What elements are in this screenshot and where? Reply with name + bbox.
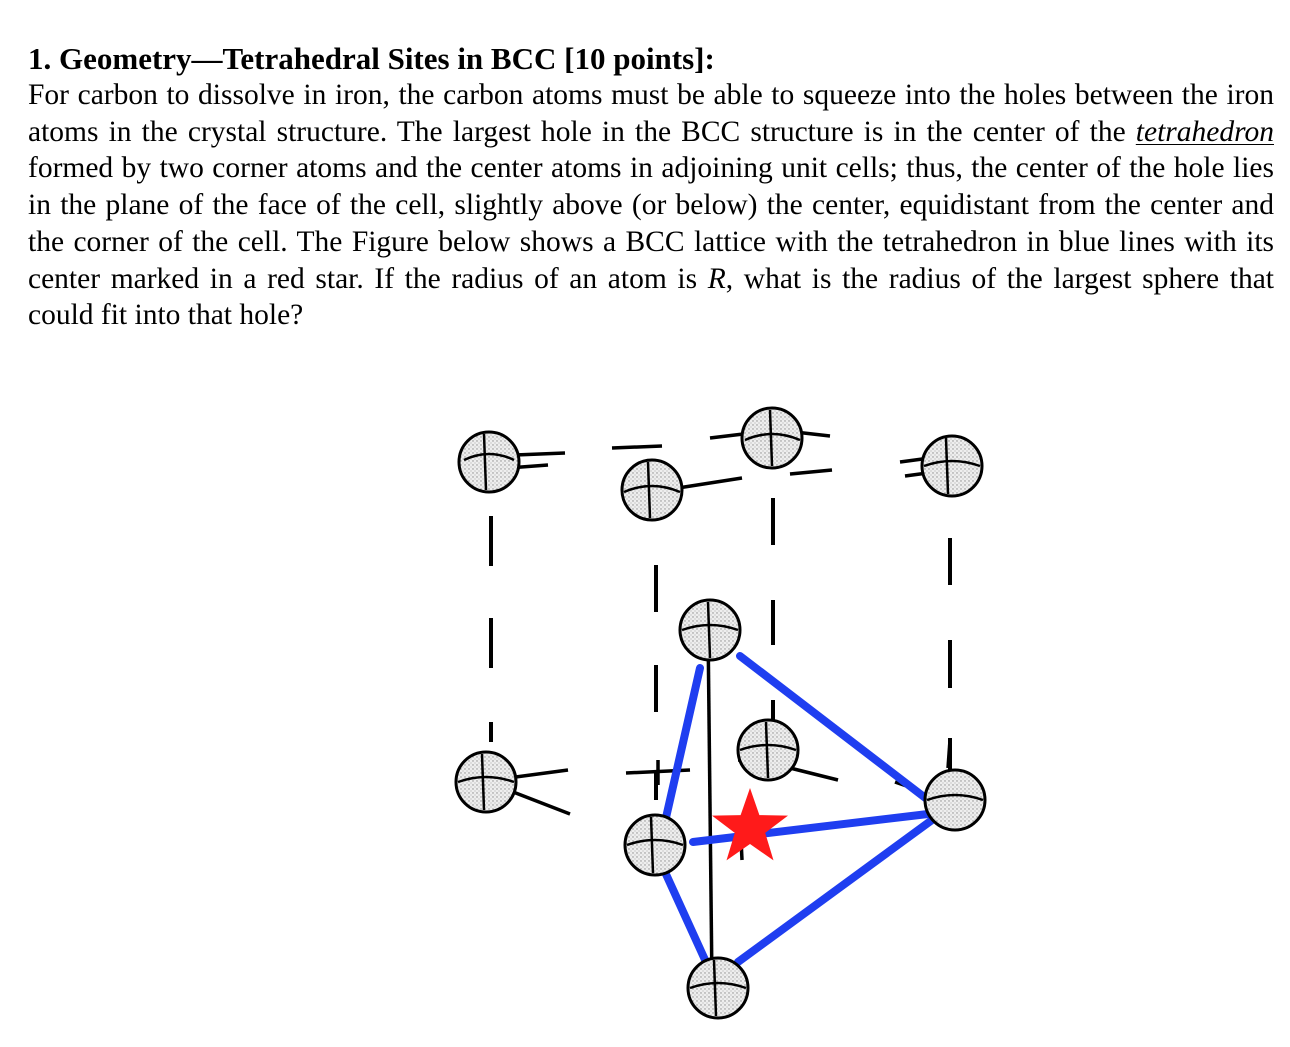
stub-bc-top-3 [790,470,832,474]
atoms [456,408,985,1018]
problem-title: 1. Geometry—Tetrahedral Sites in BCC [10 points]: [28,41,715,76]
bcc-lattice-diagram [430,390,1010,1040]
stub-cb-2 [790,768,838,780]
stub-mr-2 [948,740,950,768]
stub-ml-2 [508,790,570,814]
tetra-edge-left-bottom [665,872,706,962]
stub-tl-1 [515,453,565,455]
stub-tfc [678,478,742,488]
bcc-lattice-figure [430,390,1010,1040]
body-text-3: , what is the radius of the largest sphere that could fit into that hole? [28,262,1274,332]
term-tetrahedron: tetrahedron [1135,115,1274,148]
atom-top-back-center [742,408,802,468]
atom-middle-back-center [738,720,798,780]
body-text-2: formed by two corner atoms and the center atoms in adjoining unit cells; thus, the center of the hole lies in the plane of the face of the cell, slightly above (or below) the center, equidistant from the center and the corner of the cell. The Figure below shows a BCC lattice with the tetrahedron in blue lines with its center marked in a red star. If the radius of an atom is [28,152,1274,295]
atom-top-left-corner [459,432,519,492]
tetra-edge-top-left [665,668,700,822]
atom-body-center-lower [688,958,748,1018]
atom-top-front-center [622,460,682,520]
radius-symbol: R [707,262,726,295]
vertical-axis-line [708,626,712,985]
stub-top-left [612,446,662,448]
tetrahedral-hole-star [712,788,788,860]
problem-body [28,77,1274,334]
body-text-1: For carbon to dissolve in iron, the carbon atoms must be able to squeeze into the holes between the iron atoms in the crystal structure. The largest hole in the BCC structure is in the center of the [28,79,1274,148]
atom-body-center-upper [680,600,740,660]
tetrahedron-edges [665,656,932,962]
atom-middle-left-corner [456,752,516,812]
atom-middle-front-center [625,815,685,875]
problem-statement [28,40,1274,334]
atom-middle-right-corner [925,770,985,830]
atom-top-right-corner [922,436,982,496]
